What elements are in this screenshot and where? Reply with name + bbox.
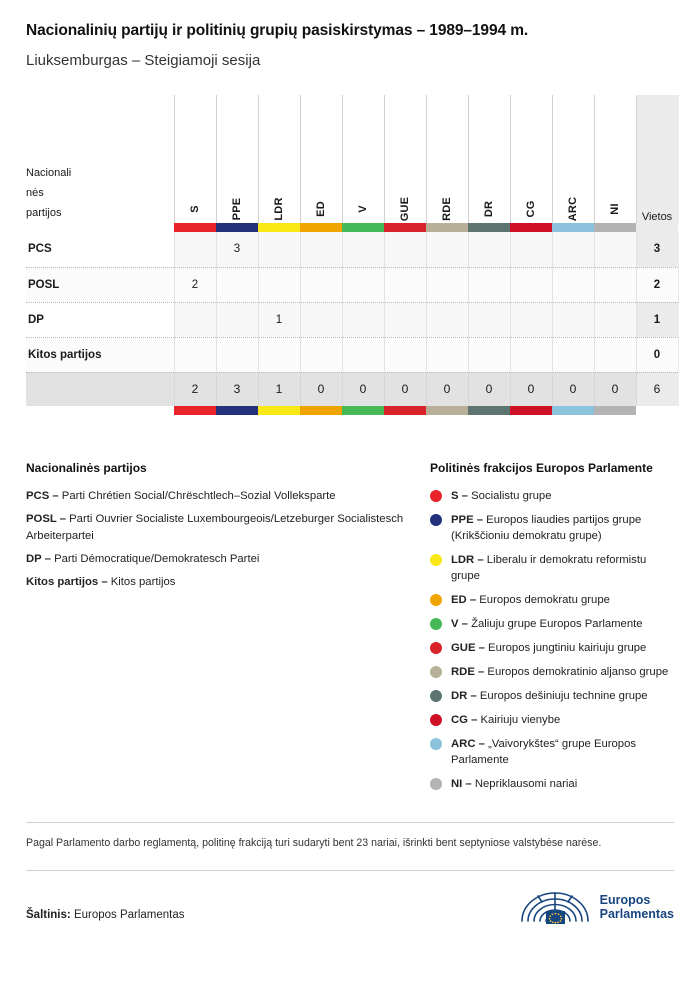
color-bar-total-spacer [636,223,678,232]
legend-dot-cg-icon [430,714,442,726]
total-dr: 0 [468,372,510,406]
matrix-header-row [26,95,678,223]
party-abbr-kitos: Kitos partijos – [26,576,108,588]
total-ppe: 3 [216,372,258,406]
column-header-ppe: PPE [216,95,258,223]
legend-dot-rde-icon [430,666,442,678]
legend-name-ed: Europos demokratu grupe [479,594,610,606]
party-name-dp: Parti Démocratique/Demokratesch Partei [54,553,260,565]
cell-pcs-rde [426,232,468,267]
color-swatch-bottom-v [342,406,384,415]
legend-dot-dr-icon [430,690,442,702]
column-header-ni: NI [594,95,636,223]
total-s: 2 [174,372,216,406]
cell-kitos-arc [552,337,594,372]
cell-posl-rde [426,267,468,302]
ep-hemicycle-icon [518,887,592,927]
list-item [430,776,674,792]
legend-name-rde: Europos demokratinio aljanso grupe [487,666,669,678]
party-name-pcs: Parti Chrétien Social/Chrëschtlech–Sozial Volleksparte [61,490,336,502]
legend-abbr-rde: RDE – [451,666,485,678]
color-swatch-bottom-ni [594,406,636,415]
list-item [26,551,414,568]
color-bar-spacer [26,223,174,232]
color-swatch-bottom-s [174,406,216,415]
matrix-table [26,95,679,415]
cell-dp-ni [594,302,636,337]
legend-abbr-dr: DR – [451,690,477,702]
cell-kitos-dr [468,337,510,372]
list-item [26,511,414,545]
column-header-arc: ARC [552,95,594,223]
list-item [430,592,674,608]
party-abbr-pcs: PCS – [26,490,59,502]
cell-pcs-ed [300,232,342,267]
cell-posl-s: 2 [174,267,216,302]
totals-row-label [26,372,174,406]
column-header-ldr: LDR [258,95,300,223]
total-seats: 6 [636,372,678,406]
list-item [430,736,674,768]
political-groups-legend-title: Politinės frakcijos Europos Parlamente [430,461,653,475]
cell-kitos-gue [384,337,426,372]
cell-kitos-ni [594,337,636,372]
total-arc: 0 [552,372,594,406]
column-header-cg: CG [510,95,552,223]
legend-name-dr: Europos dešiniuju technine grupe [479,690,648,702]
cell-kitos-s [174,337,216,372]
cell-kitos-ppe [216,337,258,372]
list-item [430,640,674,656]
cell-pcs-ni [594,232,636,267]
group-color-bar-bottom [26,406,678,415]
source-label: Šaltinis: [26,909,71,921]
footer [26,871,674,935]
legend-dot-gue-icon [430,642,442,654]
table-row [26,267,678,302]
row-label-posl: POSL [26,267,174,302]
list-item [430,552,674,584]
cell-posl-arc [552,267,594,302]
color-swatch-bottom-ldr [258,406,300,415]
legend-dot-s-icon [430,490,442,502]
total-rde: 0 [426,372,468,406]
cell-dp-arc [552,302,594,337]
legend-abbr-s: S – [451,490,468,502]
source-value: Europos Parlamentas [73,909,185,921]
cell-pcs-ppe: 3 [216,232,258,267]
cell-dp-s [174,302,216,337]
color-bar-spacer-bottom [26,406,174,415]
list-item [430,712,674,728]
cell-pcs-cg [510,232,552,267]
cell-dp-total: 1 [636,302,678,337]
footnote: Pagal Parlamento darbo reglamentą, politinę frakciją turi sudaryti bent 23 nariai, išrinkti bent septyniose valstybėse narėse. [26,837,602,849]
party-abbr-dp: DP – [26,553,51,565]
row-label-kitos: Kitos partijos [26,337,174,372]
cell-dp-ldr: 1 [258,302,300,337]
legend-abbr-ed: ED – [451,594,477,606]
row-axis-title-line2: nės [26,187,44,199]
column-header-s: S [174,95,216,223]
cell-kitos-rde [426,337,468,372]
legend-dot-arc-icon [430,738,442,750]
page-subtitle: Liuksemburgas – Steigiamoji sesija [26,52,261,69]
source-line [26,909,185,935]
list-item [430,664,674,680]
legend-abbr-ni: NI – [451,778,472,790]
party-name-kitos: Kitos partijos [110,576,176,588]
row-axis-title-line3: partijos [26,207,62,219]
divider [26,822,674,823]
total-cg: 0 [510,372,552,406]
row-axis-title [26,95,174,223]
row-axis-title-line1: Nacionali [26,167,72,179]
legend-abbr-gue: GUE – [451,642,485,654]
column-header-v: V [342,95,384,223]
total-v: 0 [342,372,384,406]
column-header-rde: RDE [426,95,468,223]
national-parties-legend [26,461,430,800]
cell-dp-dr [468,302,510,337]
cell-kitos-ed [300,337,342,372]
column-header-dr: DR [468,95,510,223]
cell-posl-gue [384,267,426,302]
list-item [430,688,674,704]
total-ni: 0 [594,372,636,406]
party-abbr-posl: POSL – [26,513,66,525]
legend-dot-ppe-icon [430,514,442,526]
legend-dot-v-icon [430,618,442,630]
color-swatch-bottom-cg [510,406,552,415]
list-item [26,574,414,591]
cell-dp-ppe [216,302,258,337]
legend-abbr-ppe: PPE – [451,514,484,526]
cell-dp-cg [510,302,552,337]
list-item [430,616,674,632]
distribution-matrix [26,95,674,415]
legend-abbr-cg: CG – [451,714,478,726]
national-parties-legend-title: Nacionalinės partijos [26,461,147,475]
ep-logo-line1: Europos [599,893,651,907]
legend-name-v: Žaliuju grupe Europos Parlamente [471,618,643,630]
legend-name-gue: Europos jungtiniu kairiuju grupe [488,642,647,654]
total-ldr: 1 [258,372,300,406]
row-label-pcs: PCS [26,232,174,267]
cell-pcs-v [342,232,384,267]
cell-pcs-dr [468,232,510,267]
legend-abbr-v: V – [451,618,468,630]
cell-posl-ni [594,267,636,302]
table-row [26,232,678,267]
totals-row [26,372,678,406]
row-label-dp: DP [26,302,174,337]
cell-posl-dr [468,267,510,302]
page-title: Nacionalinių partijų ir politinių grupių pasiskirstymas – 1989–1994 m. [26,22,529,39]
total-ed: 0 [300,372,342,406]
cell-posl-v [342,267,384,302]
political-groups-legend [430,461,674,800]
cell-posl-ldr [258,267,300,302]
table-row [26,302,678,337]
cell-dp-gue [384,302,426,337]
legend-name-arc: „Vaivorykštes“ grupe Europos Parlamente [451,738,637,766]
cell-posl-ed [300,267,342,302]
party-name-posl: Parti Ouvrier Socialiste Luxembourgeois/Letzeburger Socialistesch Arbeiterpartei [26,513,404,542]
color-bar-total-spacer-bottom [636,406,678,415]
european-parliament-logo [518,887,674,935]
cell-posl-cg [510,267,552,302]
table-row [26,337,678,372]
legend-dot-ldr-icon [430,554,442,566]
legend-name-ldr: Liberalu ir demokratu reformistu grupe [451,554,647,582]
list-item [430,488,674,504]
color-swatch-bottom-arc [552,406,594,415]
cell-pcs-gue [384,232,426,267]
legend-dot-ni-icon [430,778,442,790]
list-item [26,488,414,505]
color-swatch-bottom-ed [300,406,342,415]
cell-pcs-s [174,232,216,267]
total-gue: 0 [384,372,426,406]
cell-dp-v [342,302,384,337]
legend-abbr-arc: ARC – [451,738,485,750]
legend-name-ni: Nepriklausomi nariai [474,778,578,790]
cell-dp-ed [300,302,342,337]
column-header-gue: GUE [384,95,426,223]
color-swatch-bottom-gue [384,406,426,415]
legend-abbr-ldr: LDR – [451,554,484,566]
cell-kitos-ldr [258,337,300,372]
cell-kitos-cg [510,337,552,372]
legend-name-cg: Kairiuju vienybe [480,714,561,726]
cell-pcs-arc [552,232,594,267]
color-swatch-bottom-dr [468,406,510,415]
column-header-total: Vietos [636,95,678,223]
cell-kitos-v [342,337,384,372]
legends [26,461,674,800]
cell-dp-rde [426,302,468,337]
cell-pcs-ldr [258,232,300,267]
color-swatch-bottom-ppe [216,406,258,415]
legend-dot-ed-icon [430,594,442,606]
column-header-ed: ED [300,95,342,223]
ep-logo-text [600,893,674,921]
color-swatch-bottom-rde [426,406,468,415]
cell-posl-total: 2 [636,267,678,302]
ep-logo-line2: Parlamentas [599,907,674,921]
cell-pcs-total: 3 [636,232,678,267]
legend-name-s: Socialistu grupe [471,490,552,502]
cell-kitos-total: 0 [636,337,678,372]
legend-name-ppe: Europos liaudies partijos grupe (Krikščioniu demokratu grupe) [451,514,642,542]
cell-posl-ppe [216,267,258,302]
group-color-bar-top [26,223,678,232]
list-item [430,512,674,544]
